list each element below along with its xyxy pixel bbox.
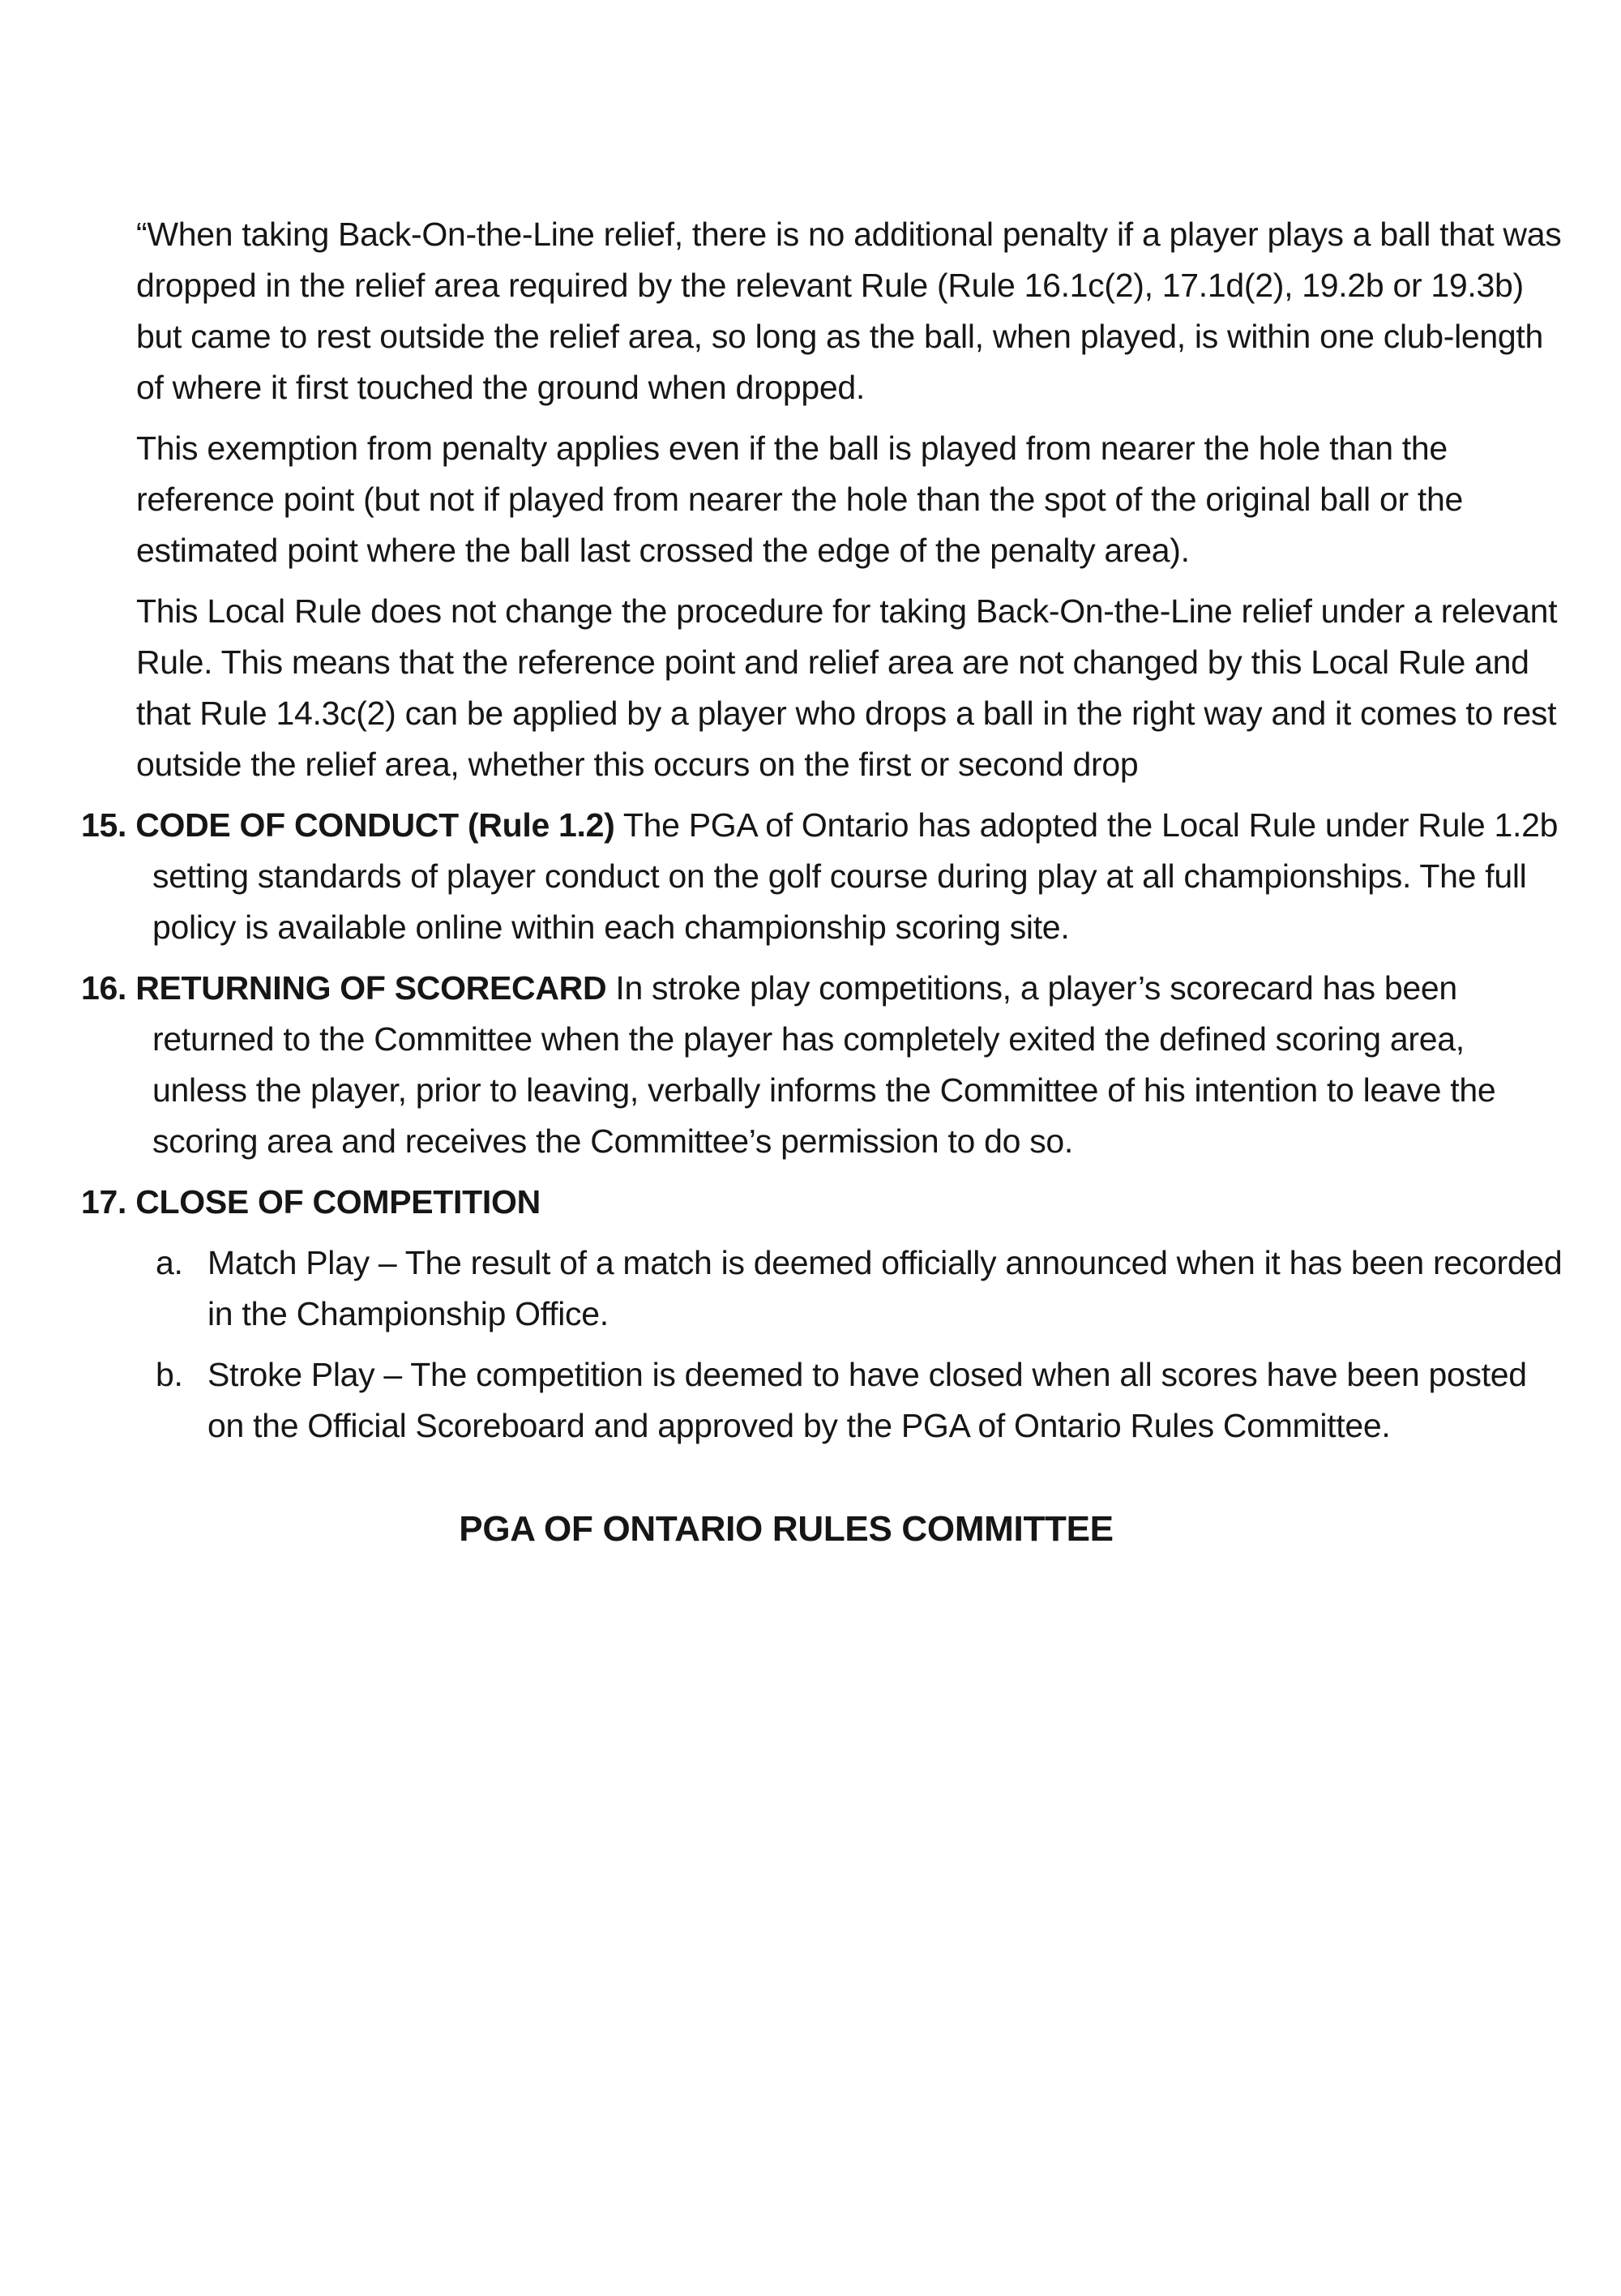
- sub-item-a-letter: a.: [156, 1244, 183, 1281]
- sub-item-b-text: Stroke Play – The competition is deemed to have closed when all scores have been posted on the Official Scoreboard and approved by the PGA of Ontario Rules Committee.: [207, 1356, 1527, 1444]
- intro-paragraph-3: This Local Rule does not change the procedure for taking Back-On-the-Line relief under a relevant Rule. This means that the reference point and relief area are not changed by this Local Rule and that Rule 14.3c(2) can be applied by a player who drops a ball in the right way and it comes to rest outside the relief area, whether this occurs on the first or second drop: [136, 592, 1558, 783]
- rule-17-sub-item-b: [156, 1349, 1564, 1452]
- intro-paragraph-2: This exemption from penalty applies even if the ball is played from nearer the hole than the reference point (but not if played from nearer the hole than the spot of the original ball or the estimated point where the ball last crossed the edge of the penalty area).: [136, 430, 1463, 569]
- sub-item-a-text: Match Play – The result of a match is deemed officially announced when it has been recorded in the Championship Office.: [207, 1244, 1563, 1332]
- rule-16-number: 16.: [81, 969, 127, 1007]
- rule-15-text: [81, 800, 1564, 953]
- rule-item-15: [81, 800, 1564, 953]
- rule-15-title: CODE OF CONDUCT (Rule 1.2): [135, 806, 615, 844]
- rule-15-number: 15.: [81, 806, 127, 844]
- footer-committee-heading: PGA OF ONTARIO RULES COMMITTEE: [459, 1509, 1114, 1549]
- sub-item-b-letter: b.: [156, 1356, 183, 1393]
- rule-item-17: [81, 1177, 1564, 1452]
- rule-16-title: RETURNING OF SCORECARD: [135, 969, 607, 1007]
- rule-17-title: CLOSE OF COMPETITION: [135, 1183, 541, 1221]
- rule-17-number: 17.: [81, 1183, 127, 1221]
- rule-17-sub-item-a: [156, 1238, 1564, 1340]
- rule-item-16: [81, 963, 1564, 1167]
- rule-16-body: In stroke play competitions, a player’s scorecard has been returned to the Committee when the player has completely exited the defined scoring area, unless the player, prior to leaving, verbally informs the Committee of his intention to leave the scoring area and receives the Committee’s permission to do so.: [152, 969, 1496, 1160]
- intro-paragraph-1: “When taking Back-On-the-Line relief, there is no additional penalty if a player plays a ball that was dropped in the relief area required by the relevant Rule (Rule 16.1c(2), 17.1d(2), 19.2b or 19.3b) but came to rest outside the relief area, so long as the ball, when played, is within one club-length of where it first touched the ground when dropped.: [136, 216, 1562, 406]
- rule-15-body: The PGA of Ontario has adopted the Local Rule under Rule 1.2b setting standards of player conduct on the golf course during play at all championships. The full policy is available online within each championship scoring site.: [152, 806, 1559, 946]
- rule-16-text: [81, 963, 1564, 1167]
- rule-17-heading: [81, 1177, 1564, 1228]
